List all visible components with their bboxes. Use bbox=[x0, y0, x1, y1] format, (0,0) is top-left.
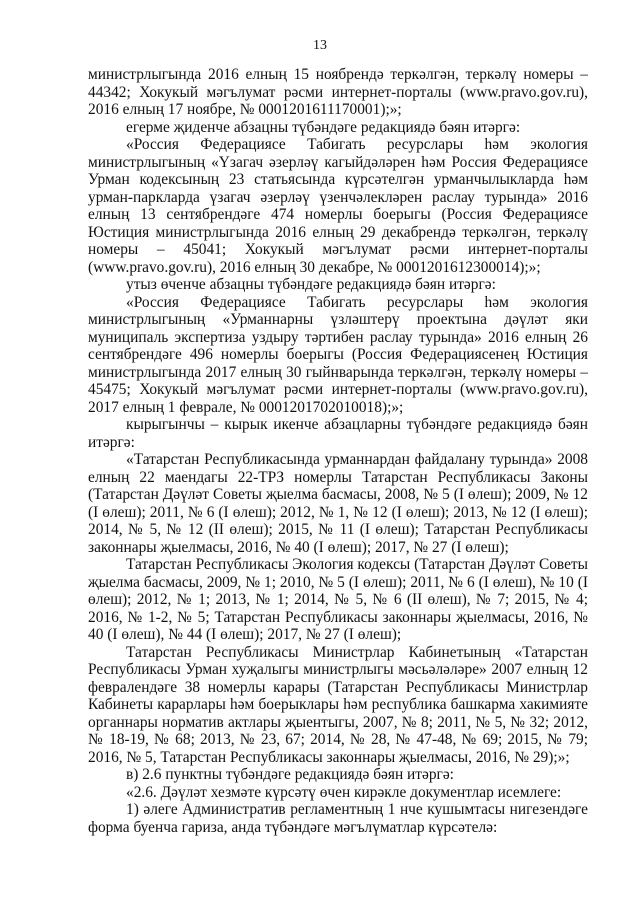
paragraph: «Россия Федерациясе Табигать ресурслары һәм экология министрлыгының «Урманнарны үзләштерү проектына дәүләт яки муниципаль экспертиза уздыру тәртибен раслау турында» 2016 елның 26 сентябрендәге 496 номерлы боерыгы (Россия Федерациясенең Юстиция министрлыгында 2017 елның 30 гыйнварында теркәлгән, теркәлү номеры – 45475; Хокукый мәгълумат рәсми интернет-порталы (www.pravo.gov.ru), 2017 елның 1 феврале, № 0001201702010018);»; bbox=[88, 293, 588, 416]
paragraph: 1) әлеге Административ регламентның 1 нче кушымтасы нигезендәге форма буенча гариза, анда түбәндәге мәгълүматлар күрсәтелә: bbox=[88, 801, 588, 836]
paragraph: егерме җиденче абзацны түбәндәге редакциядә бәян итәргә: bbox=[126, 118, 521, 136]
page-number: 13 bbox=[313, 38, 327, 53]
paragraph: министрлыгында 2016 елның 15 ноябрендә теркәлгән, теркәлү номеры – 44342; Хокукый мәгълумат рәсми интернет-порталы (www.pravo.gov.ru), 2016 елның 17 ноябре, № 0001201611170001);»; bbox=[88, 66, 588, 118]
paragraph: «Татарстан Республикасында урманнардан файдалану турында» 2008 елның 22 маендагы 22-ТРЗ номерлы Татарстан Республикасы Законы (Татарстан Дәүләт Советы җыелма басмасы, 2008, № 5 (I өлеш); 2009, № 12 (I өлеш); 2011, № 6 (I өлеш); 2012, № 1, № 12 (I өлеш); 2013, № 12 (I өлеш); 2014, № 5, № 12 (II өлеш); 2015, № 11 (I өлеш); Татарстан Республикасы законнары җыелмасы, 2016, № 40 (I өлеш); 2017, № 27 (I өлеш); bbox=[88, 451, 588, 556]
paragraph: «Россия Федерациясе Табигать ресурслары һәм экология министрлыгының «Үзагач әзерләү кагыйдәләрен һәм Россия Федерациясе Урман кодексының 23 статьясында күрсәтелгән урманчылыкларда һәм урман-паркларда үзагач әзерләү үзенчәлекләрен раслау турында» 2016 елның 13 сентябрендәге 474 номерлы боерыгы (Россия Федерациясе Юстиция министрлыгында 2016 елның 29 декабрендә теркәлгән, теркәлү номеры – 45041; Хокукый мәгълумат рәсми интернет-порталы (www.pravo.gov.ru), 2016 елның 30 декабре, № 0001201612300014);»; bbox=[88, 136, 588, 276]
paragraph: утыз өченче абзацны түбәндәге редакциядә бәян итәргә: bbox=[126, 276, 496, 293]
paragraph: Татарстан Республикасы Министрлар Кабинетының «Татарстан Республикасы Урман хуҗалыгы министрлыгы мәсьәләләре» 2007 елның 12 февралендәге 38 номерлы карары (Татарстан Республикасы Министрлар Кабинеты карарлары һәм боерыклары һәм республика башкарма хакимияте органнары норматив актлары җыентыгы, 2007, № 8; 2011, № 5, № 32; 2012, № 18-19, № 68; 2013, № 23, 67; 2014, № 28, № 47-48, № 69; 2015, № 79; 2016, № 5, Татарстан Республикасы законнары җыелмасы, 2016, № 29);»; bbox=[88, 643, 588, 766]
document-body bbox=[88, 66, 588, 836]
paragraph: Татарстан Республикасы Экология кодексы (Татарстан Дәүләт Советы җыелма басмасы, 2009, № 1; 2010, № 5 (I өлеш); 2011, № 6 (I өлеш), № 10 (I өлеш); 2012, № 1; 2013, № 1; 2014, № 5, № 6 (II өлеш), № 7; 2015, № 4; 2016, № 1-2, № 5; Татарстан Республикасы законнары җыелмасы, 2016, № 40 (I өлеш), № 44 (I өлеш); 2017, № 27 (I өлеш); bbox=[88, 556, 588, 643]
paragraph: кырыгынчы – кырык икенче абзацларны түбәндәге редакциядә бәян итәргә: bbox=[88, 416, 588, 451]
paragraph: «2.6. Дәүләт хезмәте күрсәтү өчен кирәкле документлар исемлеге: bbox=[126, 783, 562, 801]
paragraph: в) 2.6 пунктны түбәндәге редакциядә бәян итәргә: bbox=[126, 766, 454, 783]
